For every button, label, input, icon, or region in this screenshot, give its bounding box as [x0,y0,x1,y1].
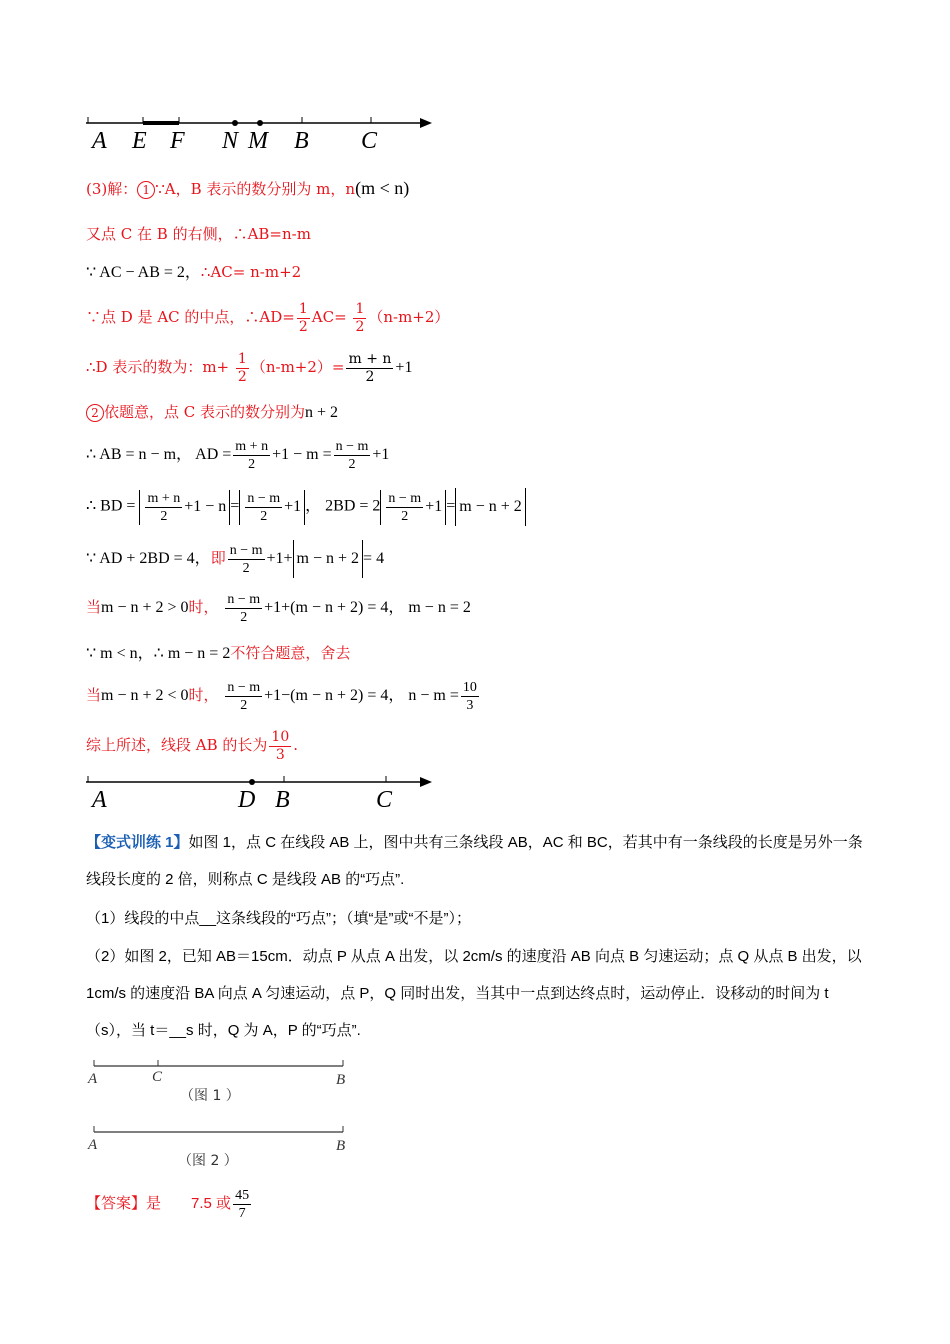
exercise-paragraph [86,824,866,898]
text-part: +1 [425,497,443,515]
figure-2-segment [88,1124,348,1140]
answer-tag: 【答案】 [86,1195,147,1212]
text-part: = [446,497,456,515]
axis1-label-c: C [361,128,378,154]
solution-line-12 [86,678,481,714]
arrow-icon [420,777,432,787]
condition: (m < n) [355,178,410,198]
axis1-label-m: M [248,128,268,154]
fraction-numerator: m + n [147,490,181,506]
fraction-numerator: 1 [355,300,365,317]
fraction-numerator: n − m [229,542,263,558]
solution-line-4 [86,300,449,336]
axis2-label-d: D [238,787,256,813]
math-text: m − n + 2 < 0 [101,687,189,704]
solution-text: ∵A，B 表示的数分别为 m，n [155,180,356,198]
fraction-numerator: m + n [348,350,392,367]
exercise-text: 如图 1，点 C 在线段 AB 上，图中共有三条线段 AB，AC 和 BC，若其中有一条线段的长度是另外一条线段长度的 2 倍，则称点 C 是线段 AB 的“巧点”. [86,834,863,888]
text-part: ∴D 表示的数为：m+ [86,358,230,376]
text-part: 依题意，点 C 表示的数分别为 [104,403,306,421]
text-part: AC= [311,308,347,326]
solution-line-11 [86,643,350,664]
solution-line-2: 又点 C 在 B 的右侧，∴AB=n-m [86,225,311,243]
fraction-numerator: 45 [235,1187,250,1203]
math-text: +1−(m − n + 2) = 4， n − m = [264,687,459,704]
text-part: 综上所述，线段 AB 的长为 [86,736,268,754]
solution-line-5 [86,350,412,386]
figure1-caption: （图 1 ） [180,1088,240,1104]
fraction-numerator: n − m [335,439,369,454]
fraction-numerator: 10 [271,728,290,745]
fraction-denominator: 2 [237,368,247,385]
fraction-numerator: m + n [235,439,269,454]
math-text: ∵ AC − AB = 2， [86,264,201,281]
red-text: 当 [86,686,102,704]
figure2-caption: （图 2 ） [178,1153,238,1169]
axis1-label-a: A [92,128,107,154]
fraction-denominator: 2 [298,318,308,335]
fraction-numerator: 1 [298,300,308,317]
fraction-denominator: 2 [348,457,356,472]
fraction-denominator: 2 [365,368,375,385]
red-text: 当 [86,598,102,616]
fraction-denominator: 2 [260,508,268,524]
fraction-numerator: 1 [237,350,247,367]
math-text: n + 2 [305,404,339,421]
figure2-label-b: B [336,1138,346,1154]
fraction-denominator: 2 [240,609,248,625]
solution-line-13 [86,728,298,764]
fraction-numerator: n − m [227,591,261,607]
solution-line-3 [86,262,301,283]
figure-1-segment [88,1058,348,1074]
fraction-numerator: n − m [227,679,261,695]
red-text: 时， [188,598,219,616]
math-text: ∵ m < n，∴ m − n = 2 [86,645,231,662]
text-part: +1 − n [184,497,227,515]
solution-line-10 [86,590,471,626]
red-text: 时， [188,686,219,704]
math-text: +1+(m − n + 2) = 4， m − n = 2 [264,599,471,616]
fraction-denominator: 7 [238,1205,246,1221]
fraction-denominator: 2 [355,318,365,335]
answer-value-2: 7.5 或 [191,1195,232,1212]
axis2-label-b: B [275,787,290,813]
text-part: ∵点 D 是 AC 的中点，∴AD= [86,308,295,326]
fraction-denominator: 2 [242,560,250,576]
question-1: （1）线段的中点__这条线段的“巧点”；（填“是”或“不是”）； [86,910,472,927]
axis1-label-b: B [294,128,309,154]
figure1-label-a: A [88,1071,98,1087]
arrow-icon [420,118,432,128]
math-text: m − n + 2 [296,550,360,567]
fraction-denominator: 2 [248,457,256,472]
figure1-label-b: B [336,1072,346,1088]
text-part: +1 [372,446,390,464]
text-part: m − n + 2 [459,498,522,515]
solution-line-1 [86,178,409,199]
text-part: ∴ AB = n − m， AD = [86,446,232,464]
axis1-label-n: N [222,128,239,154]
figure1-label-c: C [152,1069,163,1085]
math-text: m − n + 2 > 0 [101,599,189,616]
answer-line [86,1186,253,1222]
exercise-tag: 【变式训练 1】 [86,834,189,851]
circle-number-1: 1 [137,181,155,199]
red-text: 即 [210,549,226,567]
fraction-denominator: 2 [160,508,168,524]
math-text: +1+ [266,550,293,567]
red-text: ∴AC= n-m+2 [200,263,302,281]
fraction-numerator: 10 [462,679,477,695]
solution-line-7 [86,438,389,473]
solution-prefix: (3)解： [86,180,138,198]
text-part: +1 − m = [272,446,332,464]
math-text: = 4 [363,550,385,567]
red-text: 不符合题意，舍去 [230,644,351,662]
fraction-denominator: 3 [275,746,285,763]
math-text: +1 [395,359,413,376]
fraction-denominator: 2 [401,508,409,524]
axis2-label-a: A [92,787,107,813]
text-part: . [293,736,299,754]
axis2-label-c: C [376,787,393,813]
text-part: （n-m+2）= [250,358,345,376]
text-part: +1 [284,497,302,515]
solution-line-8 [86,488,526,526]
axis1-label-e: E [132,128,147,154]
solution-line-9 [86,540,384,578]
figure2-label-a: A [88,1137,98,1153]
answer-value-1: 是 [146,1195,162,1212]
fraction-numerator: n − m [247,490,281,506]
text-part: （n-m+2） [368,308,450,326]
fraction-denominator: 3 [466,697,474,713]
math-text: ∵ AD + 2BD = 4， [86,550,211,567]
text-part: ， 2BD = 2 [305,497,381,515]
question-2: （2）如图 2，已知 AB＝15cm．动点 P 从点 A 出发，以 2cm/s 的速度沿 AB 向点 B 匀速运动；点 Q 从点 B 出发，以 1cm/s 的速度沿 BA 向点 A 匀速运动，点 P，Q 同时出发，当其中一点到达终点时，运动停止．设移动的时间为 t（s），当 t＝__s 时，Q 为 A，P 的“巧点”. [86,948,862,1039]
text-part: ∴ BD = [86,497,136,515]
fraction-numerator: n − m [388,490,422,506]
axis1-label-f: F [170,128,185,154]
solution-line-6 [86,402,338,423]
circle-number-2: 2 [86,404,104,422]
fraction-denominator: 2 [240,697,248,713]
text-part: = [230,497,240,515]
